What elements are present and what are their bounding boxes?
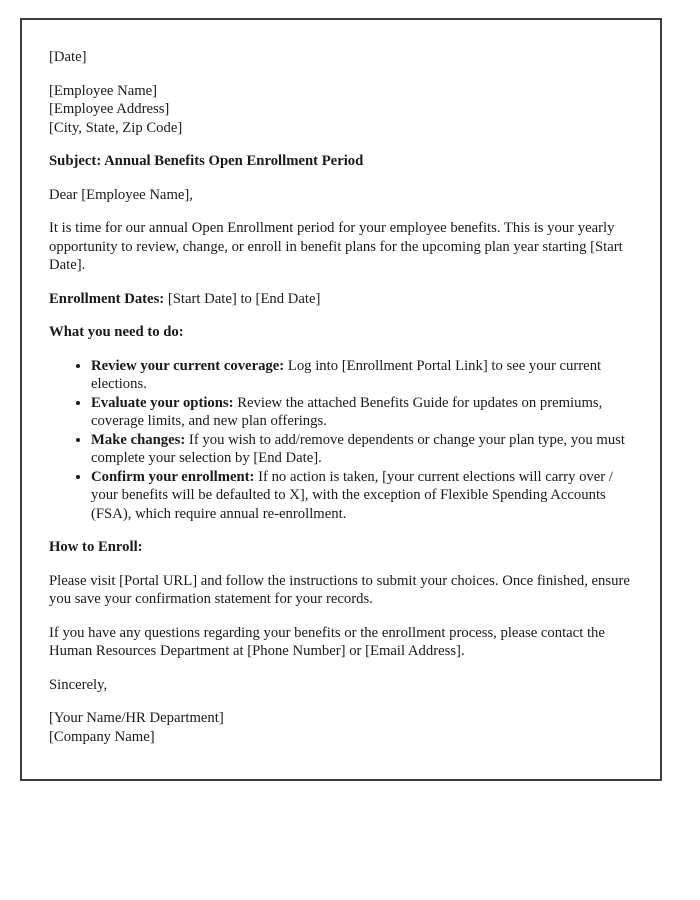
todo-item-lead: Make changes: — [91, 431, 186, 448]
todo-item-lead: Review your current coverage: — [91, 357, 285, 374]
recipient-name: [Employee Name] — [49, 82, 158, 99]
date-line: [Date] — [49, 49, 87, 65]
letter-document — [20, 18, 662, 781]
todo-item-evaluate-options — [91, 394, 631, 431]
recipient-address: [Employee Address] — [49, 101, 170, 117]
todo-item-lead: Evaluate your options: — [91, 394, 234, 411]
todo-item-lead: Confirm your enrollment: — [91, 468, 255, 485]
enroll-paragraph: Please visit [Portal URL] and follow the instructions to submit your choices. Once finished, ensure you save your confirmation statement for your records. — [49, 572, 630, 607]
signature-block — [49, 709, 631, 746]
todo-item-text: Review the attached Benefits Guide for updates on premiums, coverage limits, and new plan offerings. — [91, 394, 603, 429]
todo-list — [49, 357, 631, 524]
todo-item-text: If you wish to add/remove dependents or change your plan type, you must complete your selection by [End Date]. — [91, 431, 625, 466]
todo-item-make-changes — [91, 431, 631, 468]
signature-company: [Company Name] — [49, 728, 155, 745]
recipient-block — [49, 82, 631, 138]
subject-line: Subject: Annual Benefits Open Enrollment Period — [49, 153, 364, 169]
todo-item-review-coverage — [91, 357, 631, 394]
salutation: Dear [Employee Name], — [49, 186, 193, 203]
todo-item-text: If no action is taken, [your current elections will carry over / your benefits will be defaulted to X], with the exception of Flexible Spending Accounts (FSA), which require annual re-enrollment. — [91, 468, 613, 522]
enrollment-dates-line — [49, 290, 631, 309]
closing: Sincerely, — [49, 676, 108, 693]
questions-paragraph: If you have any questions regarding your benefits or the enrollment process, please contact the Human Resources Department at [Phone Number] or [Email Address]. — [49, 624, 605, 659]
todo-item-confirm-enrollment — [91, 468, 631, 524]
enroll-heading: How to Enroll: — [49, 539, 143, 555]
intro-paragraph: It is time for our annual Open Enrollment period for your employee benefits. This is your yearly opportunity to review, change, or enroll in benefit plans for the upcoming plan year starting [Start Date]. — [49, 220, 623, 273]
enrollment-dates-value: [Start Date] to [End Date] — [164, 290, 321, 307]
todo-item-text: Log into [Enrollment Portal Link] to see your current elections. — [91, 357, 602, 392]
enrollment-dates-label: Enrollment Dates: — [49, 290, 165, 307]
todo-heading: What you need to do: — [49, 324, 184, 340]
signature-name: [Your Name/HR Department] — [49, 710, 224, 726]
recipient-city-state-zip: [City, State, Zip Code] — [49, 119, 183, 136]
